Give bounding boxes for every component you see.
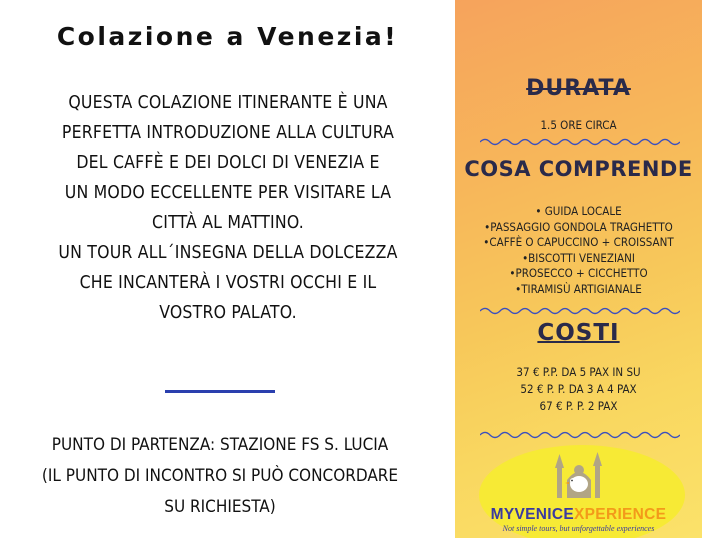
- list-item: •PROSECCO + CICCHETTO: [509, 266, 648, 280]
- meeting-point-line: (IL PUNTO DI INCONTRO SI PUÒ CONCORDARE: [41, 466, 399, 486]
- meeting-point: [36, 430, 404, 523]
- price-row: 52 € P. P. DA 3 A 4 PAX: [520, 382, 637, 396]
- intro-line: DEL CAFFÈ E DEI DOLCI DI VENEZIA E: [76, 153, 380, 173]
- intro-line: UN TOUR ALL´INSEGNA DELLA DOLCEZZA: [58, 243, 398, 263]
- list-item: •TIRAMISÙ ARTIGIANALE: [515, 281, 642, 296]
- duration-heading: DURATA: [526, 76, 631, 101]
- intro-text: [22, 88, 434, 328]
- price-row: 37 € P.P. DA 5 PAX IN SU: [516, 365, 641, 379]
- intro-line: VOSTRO PALATO.: [159, 303, 297, 323]
- venice-skyline-icon: [549, 448, 609, 500]
- list-item: •PASSAGGIO GONDOLA TRAGHETTO: [484, 219, 673, 234]
- intro-line: CHE INCANTERÀ I VOSTRI OCCHI E IL: [79, 273, 377, 293]
- info-sidebar: [455, 0, 702, 538]
- intro-line: PERFETTA INTRODUZIONE ALLA CULTURA: [61, 123, 395, 143]
- brand-logo-text: MYVENICEXPERIENCE: [490, 506, 667, 523]
- meeting-point-line: SU RICHIESTA): [164, 497, 276, 517]
- meeting-point-line: PUNTO DI PARTENZA: STAZIONE FS S. LUCIA: [51, 435, 389, 455]
- list-item: •BISCOTTI VENEZIANI: [522, 250, 635, 265]
- list-item: •CAFFÈ O CAPUCCINO + CROISSANT: [483, 235, 674, 249]
- page-title: Colazione a Venezia!: [56, 22, 399, 51]
- blue-divider: [165, 390, 275, 393]
- intro-line: QUESTA COLAZIONE ITINERANTE È UNA: [68, 93, 388, 113]
- costs-heading: COSTI: [537, 320, 620, 346]
- intro-line: UN MODO ECCELLENTE PER VISITARE LA: [64, 183, 392, 203]
- includes-heading: COSA COMPRENDE: [464, 157, 693, 181]
- includes-list: [455, 204, 702, 297]
- intro-line: CITTÀ AL MATTINO.: [152, 213, 304, 233]
- list-item: • GUIDA LOCALE: [535, 204, 622, 218]
- brand-tagline: Not simple tours, but unforgettable experiences: [502, 524, 655, 533]
- price-row: 67 € P. P. 2 PAX: [539, 399, 618, 413]
- wave-divider-icon: [480, 137, 680, 147]
- costs-list: [455, 364, 702, 415]
- wave-divider-icon: [480, 430, 680, 440]
- wave-divider-icon: [480, 306, 680, 316]
- duration-text: 1.5 ORE CIRCA: [540, 118, 617, 132]
